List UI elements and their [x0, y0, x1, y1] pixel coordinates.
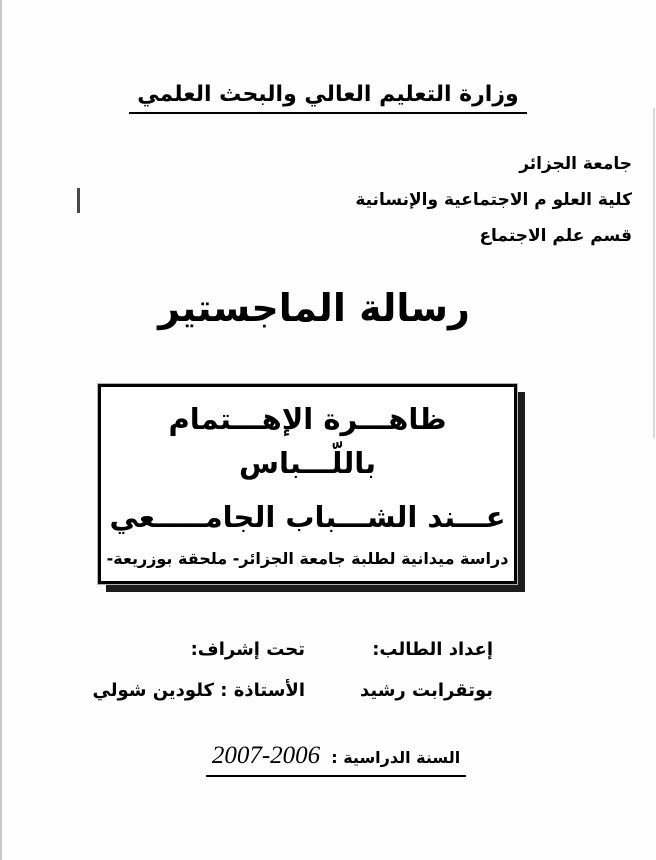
- thesis-type-row: [0, 286, 656, 330]
- scan-artifact-mark: [77, 188, 80, 213]
- header: [0, 82, 656, 114]
- scan-edge-line-left: [0, 0, 2, 860]
- supervisor-credit-block: [93, 638, 306, 703]
- prepared-by-label: إعداد الطالب:: [372, 639, 493, 660]
- title-box: [98, 384, 517, 584]
- university-name: جامعة الجزائر: [519, 154, 632, 174]
- academic-year-value: 2007-2006: [211, 742, 321, 769]
- ministry-title: وزارة التعليم العالي والبحث العلمي: [129, 82, 526, 114]
- department-name: قسم علم الاجتماع: [479, 226, 632, 246]
- thesis-type-title: رسالة الماجستير: [158, 286, 470, 330]
- academic-year: [206, 742, 466, 777]
- title-subtitle: دراسة ميدانية لطلبة جامعة الجزائر- ملحقة بوزريعة-: [106, 549, 509, 568]
- faculty-name: كلية العلو م الاجتماعية والإنسانية: [355, 190, 632, 210]
- academic-year-label: السنة الدراسية :: [331, 748, 461, 767]
- title-line-1: ظاهـــرة الإهـــتمام باللّـــباس: [168, 402, 447, 480]
- institution-block: [355, 146, 632, 254]
- supervision-label: تحت إشراف:: [190, 639, 305, 660]
- student-credit-block: [344, 638, 493, 703]
- supervisor-name: الأستاذة : كلودين شولي: [92, 680, 305, 701]
- student-name: بوتقرابت رشيد: [359, 680, 493, 701]
- academic-year-row: [0, 742, 656, 777]
- scan-edge-line-right: [653, 108, 655, 438]
- title-line-2: عـــند الشـــباب الجامـــــعي: [109, 500, 506, 534]
